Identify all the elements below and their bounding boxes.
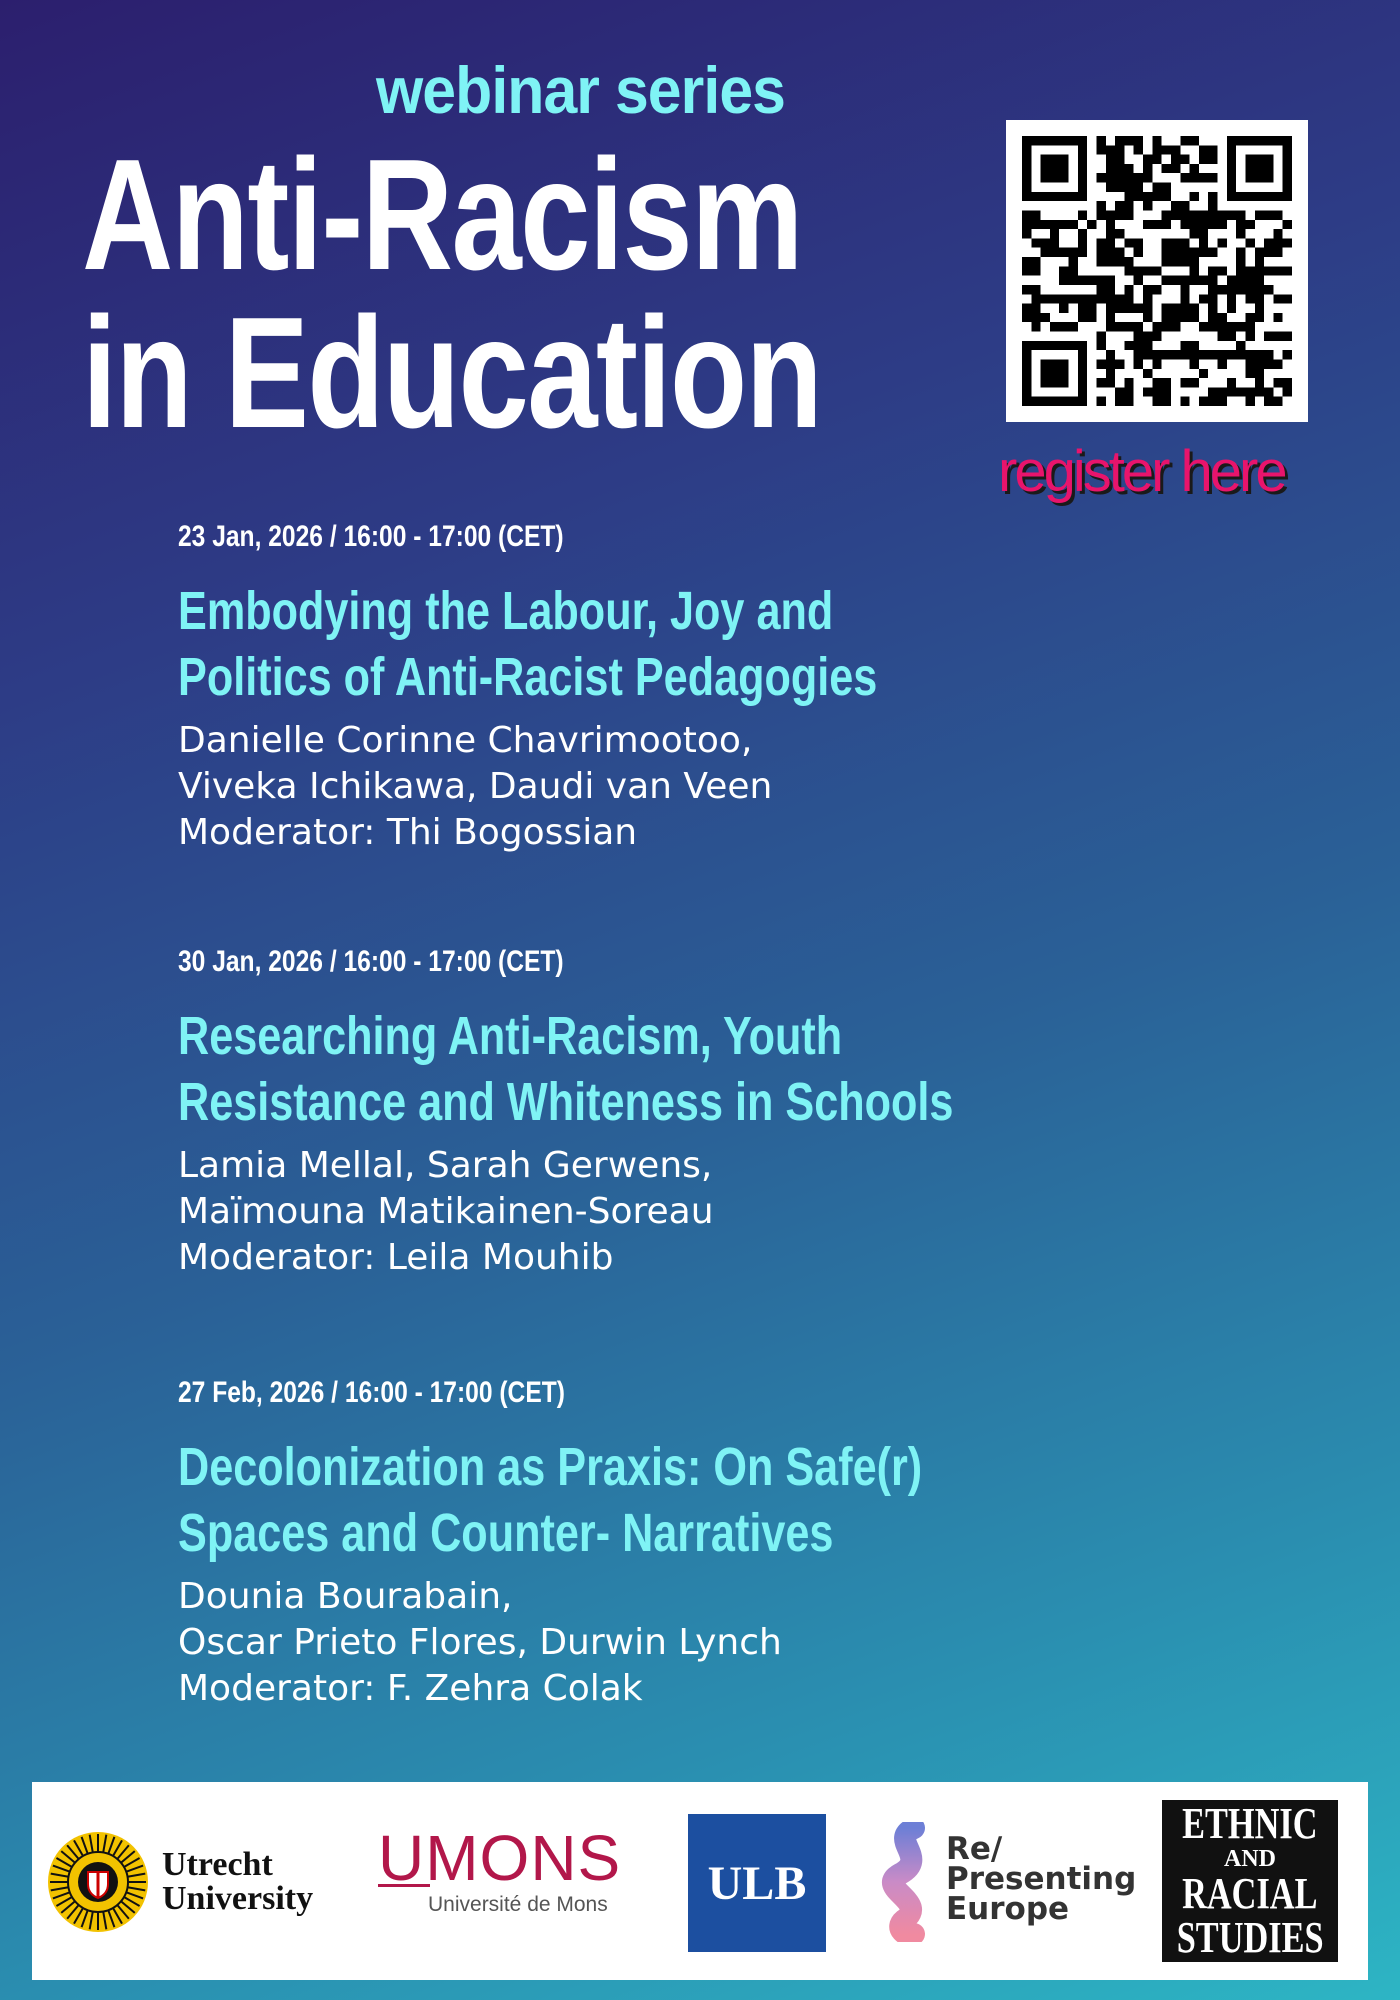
event-speakers [178,718,1178,856]
event-2 [178,945,1178,1281]
representing-europe-icon [878,1822,938,1942]
ulb-name: ULB [707,1856,807,1910]
utrecht-seal-icon [46,1830,156,1940]
webinar-series-label: webinar series [376,53,786,127]
qr-code-icon[interactable] [1006,120,1308,422]
event-title-line: Spaces and Counter- Narratives [178,1503,834,1563]
event-date: 30 Jan, 2026 / 16:00 - 17:00 (CET) [178,945,564,978]
event-title-line: Politics of Anti-Racist Pedagogies [178,647,878,707]
event-title-line: Resistance and Whiteness in Schools [178,1072,954,1132]
rpe-line-2: Presenting [946,1861,1137,1897]
ers-line-2: AND [1224,1846,1276,1872]
utrecht-university-logo [162,1848,313,1916]
rpe-line-1: Re/ [946,1831,1003,1867]
umons-logo [378,1822,622,1917]
moderator-line: Moderator: F. Zehra Colak [178,1668,643,1709]
speaker-line: Viveka Ichikawa, Daudi van Veen [178,766,773,807]
event-speakers [178,1143,1178,1281]
ers-line-1: ETHNIC [1182,1799,1318,1848]
ulb-logo [688,1814,826,1952]
speaker-line: Lamia Mellal, Sarah Gerwens, [178,1145,713,1186]
title-line-1: Anti-Racism [82,127,802,303]
speaker-line: Oscar Prieto Flores, Durwin Lynch [178,1622,782,1663]
umons-subtitle: Université de Mons [428,1893,608,1916]
qr-code-graphic [1022,136,1292,406]
event-title-line: Embodying the Labour, Joy and [178,581,834,641]
partner-logo-bar [32,1782,1368,1980]
ers-line-4: STUDIES [1176,1913,1324,1962]
speaker-line: Danielle Corinne Chavrimootoo, [178,720,753,761]
event-date: 23 Jan, 2026 / 16:00 - 17:00 (CET) [178,520,564,553]
speaker-line: Maïmouna Matikainen-Soreau [178,1191,714,1232]
event-speakers [178,1574,1178,1712]
event-title [178,1434,978,1566]
ethnic-racial-studies-logo [1162,1800,1338,1962]
moderator-line: Moderator: Thi Bogossian [178,812,638,853]
ers-line-3: RACIAL [1182,1869,1318,1918]
speaker-line: Dounia Bourabain, [178,1576,513,1617]
event-title [178,578,978,710]
rpe-line-3: Europe [946,1891,1070,1927]
utrecht-line: Utrecht [162,1846,273,1883]
page-title [82,127,822,461]
university-line: University [162,1880,314,1917]
umons-name: UMONS [378,1822,622,1894]
register-here-link[interactable]: register here [998,439,1285,504]
event-title-line: Researching Anti-Racism, Youth [178,1006,843,1066]
event-title-line: Decolonization as Praxis: On Safe(r) [178,1437,923,1497]
representing-europe-logo [946,1831,1137,1927]
moderator-line: Moderator: Leila Mouhib [178,1237,614,1278]
event-3 [178,1376,1178,1712]
event-title [178,1003,978,1135]
event-date: 27 Feb, 2026 / 16:00 - 17:00 (CET) [178,1376,565,1409]
event-1 [178,520,1178,856]
title-line-2: in Education [82,285,822,461]
